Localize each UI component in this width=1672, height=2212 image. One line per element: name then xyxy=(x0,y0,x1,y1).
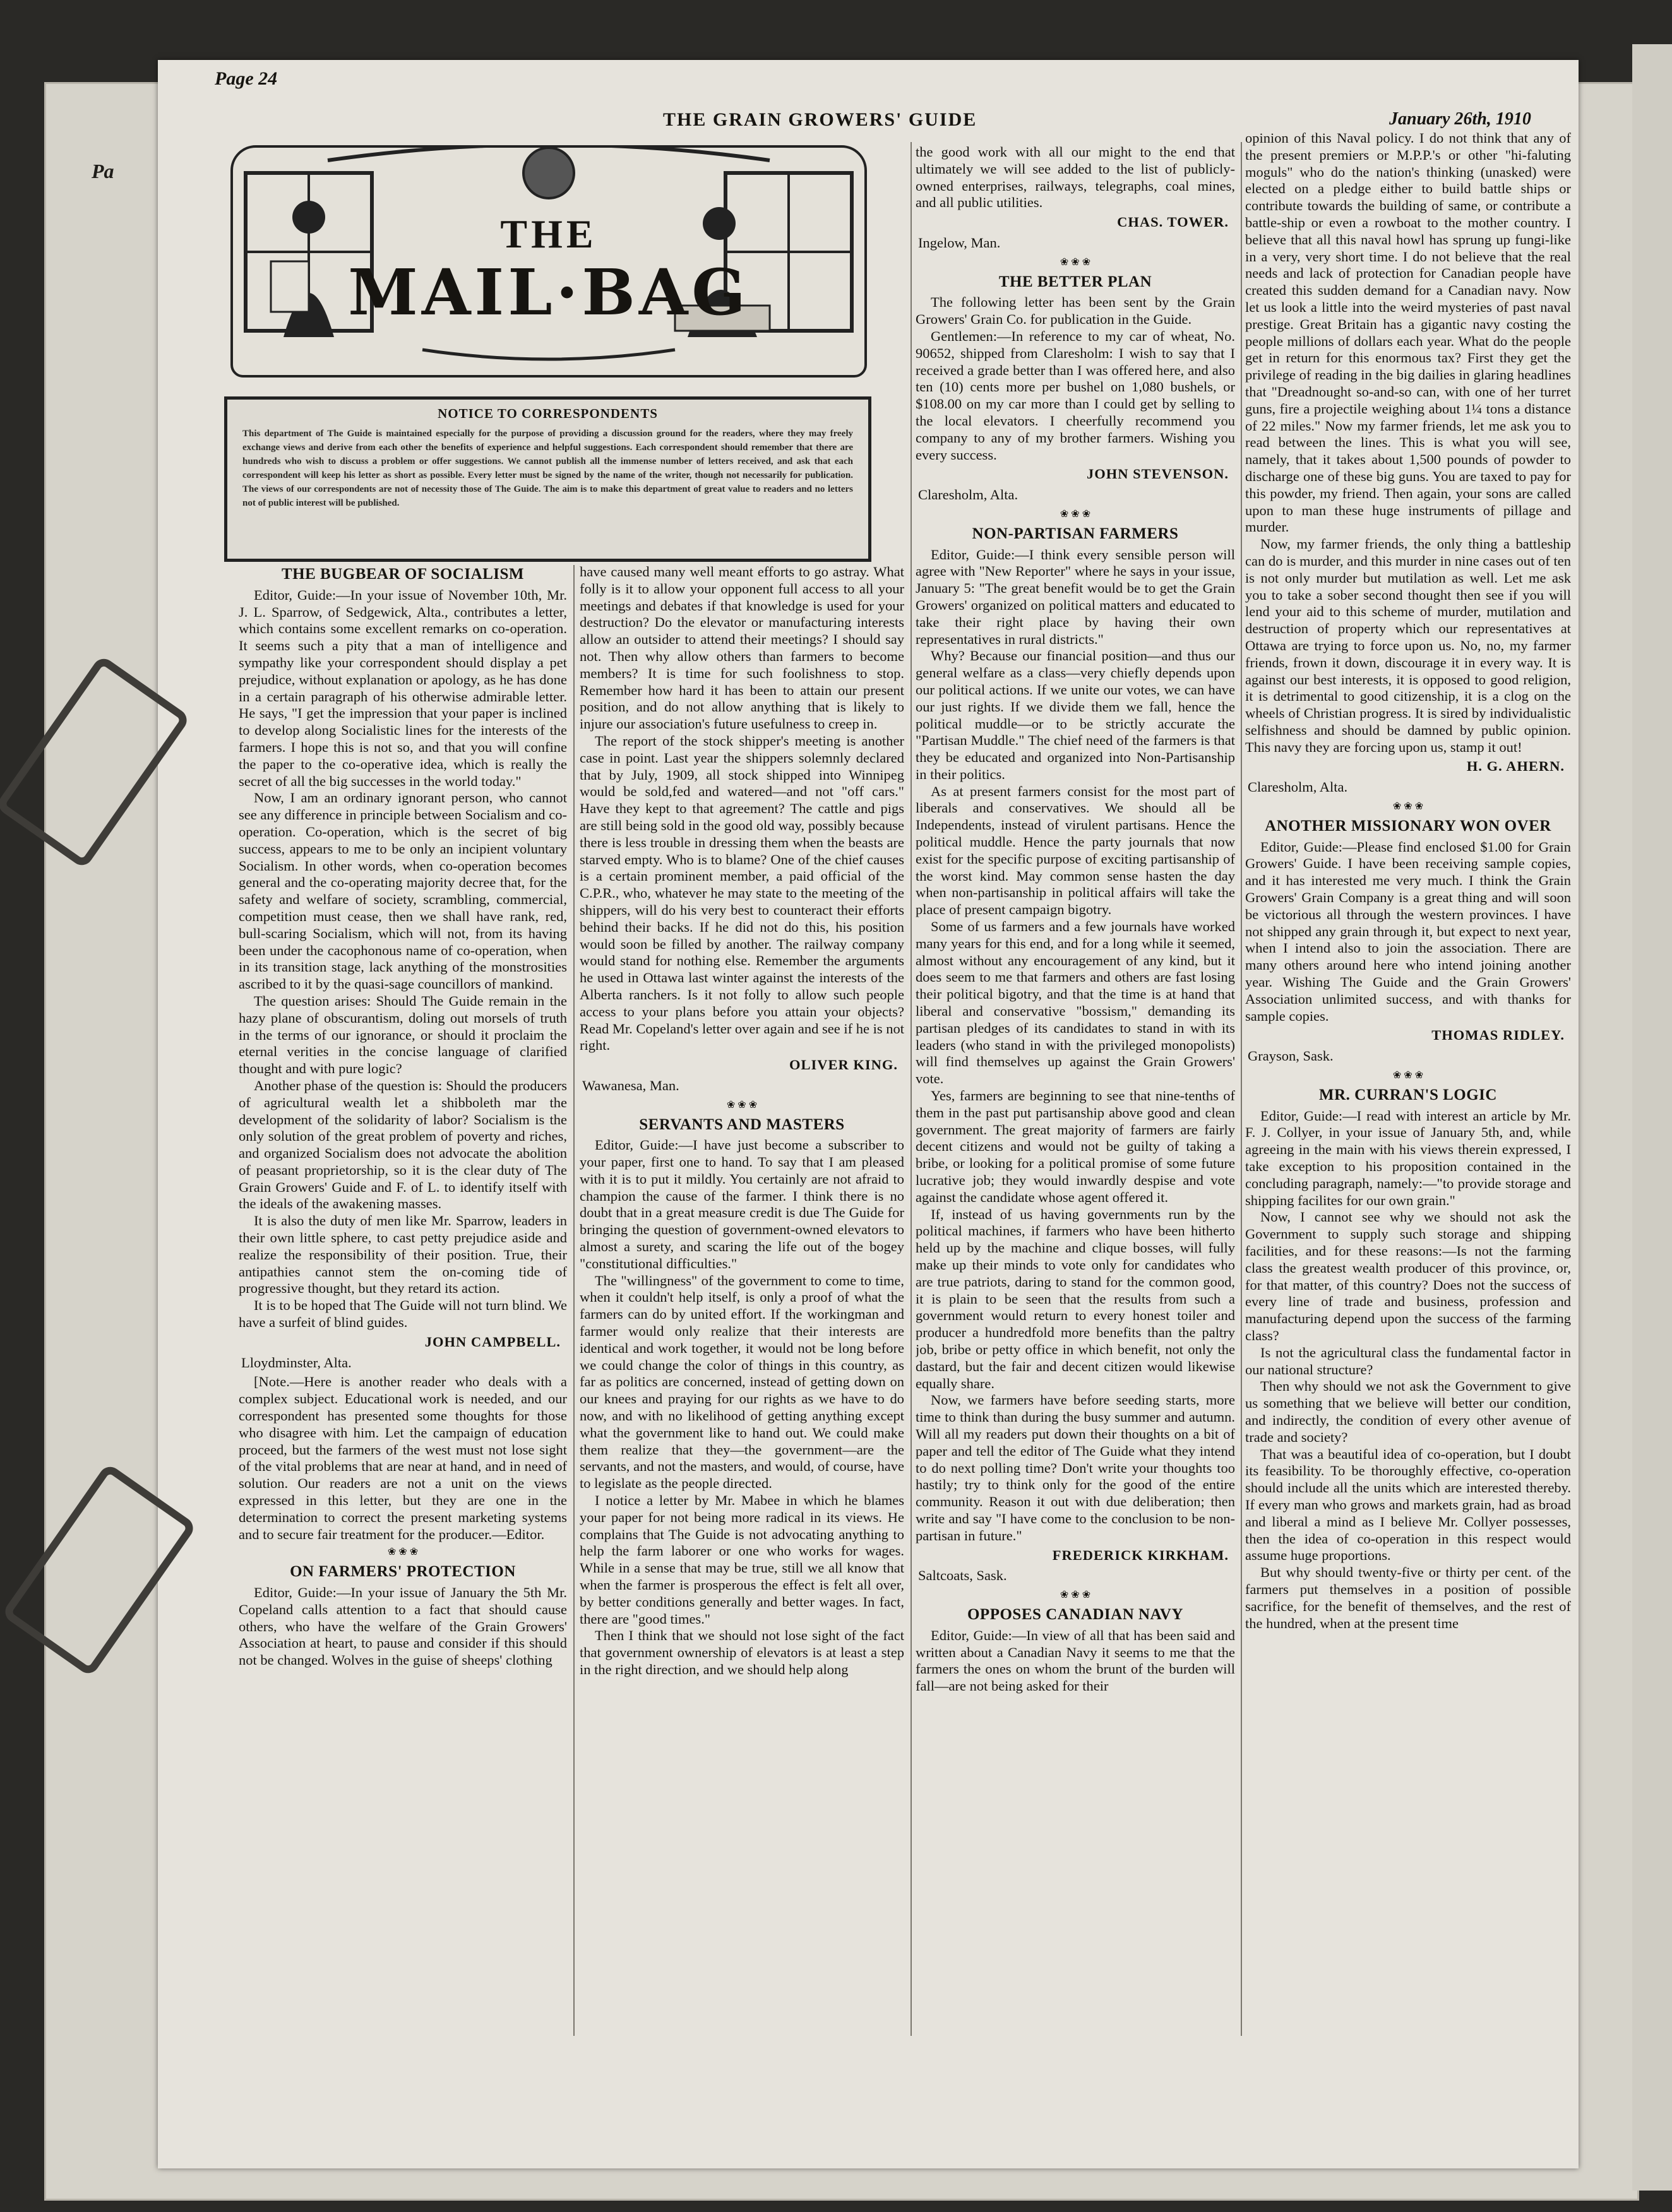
article-heading: ANOTHER MISSIONARY WON OVER xyxy=(1265,817,1551,835)
notice-body: This department of The Guide is maintained especially for the purpose of providing a discussion ground for the readers, where they may freely exchange views and derive from each other the benefits of experience and helpful suggestions. Each correspondent should remember that there are hundreds who wish to discuss a problem or offer suggestions. We cannot publish all the immense number of letters received, and ask that each correspondent will keep his letter as short as possible. Every letter must be signed by the name of the writer, though not necessarily for publication. The views of our correspondents are not of necessity those of The Guide. The aim is to make this department of great value to readers and no letters not of public interest will be published. xyxy=(242,429,853,508)
column-rule xyxy=(1241,142,1242,2036)
article-heading: NON-PARTISAN FARMERS xyxy=(972,525,1179,542)
paragraph: have caused many well meant efforts to go astray. What folly is it to allow your opponent full access to all your meetings and debates if that knowledge is used for your destruction? Do the elevator or manufacturing interests allow an outsider to attend their meetings? I should say not. Then why allow others than farmers to become members? It is time for such foolishness to stop. Remember how hard it has been to attain our present position, and do not allow anything that is likely to injure our association's future usefulness to creep in. xyxy=(580,564,904,732)
column-rule xyxy=(911,142,912,2036)
paragraph: It is to be hoped that The Guide will not turn blind. We have a surfeit of blind guides. xyxy=(239,1297,567,1331)
dateline: Wawanesa, Man. xyxy=(582,1077,679,1093)
paragraph: The "willingness" of the government to come to time, when it couldn't help itself, is only a proof of what the farmers can do by united effort. If the workingman and farmer would only realize that their interests are identical and work together, it would not be long before we could change the color of things in this country, as far as politics are concerned, instead of getting down on our knees and praying for our rights as we have to do now, and with no likelihood of getting anything except what the government like to hand out. We could make them realize that they—the government—are the servants, and not the masters, and would, of course, have to legislate as the people directed. xyxy=(580,1272,904,1492)
article-heading: THE BETTER PLAN xyxy=(998,273,1152,290)
article-heading: ON FARMERS' PROTECTION xyxy=(290,1563,516,1581)
ornament-divider: ❀ ❀ ❀ xyxy=(1060,1590,1091,1601)
paragraph: Then I think that we should not lose sight of the fact that government ownership of elevators is at least a step in the right direction, and we should help along xyxy=(580,1627,904,1677)
newspaper-title: THE GRAIN GROWERS' GUIDE xyxy=(663,109,977,130)
paragraph: The question arises: Should The Guide remain in the hazy plane of obscurantism, doling out morsels of truth in the terms of our ignorance, or should it proclaim the eternal verities in the concise language of clarified thought and with pure logic? xyxy=(239,992,567,1077)
ornament-divider: ❀ ❀ ❀ xyxy=(387,1547,419,1558)
paragraph: Editor, Guide:—In your issue of January the 5th Mr. Copeland calls attention to a fact that should cause others, who have the welfare of the Grain Growers' Association at heart, to pause and consider if this should not be changed. Wolves in the guise of sheeps' clothing xyxy=(239,1585,567,1668)
paragraph: the good work with all our might to the end that ultimately we will see added to the list of publicly-owned enterprises, railways, telegraphs, coal mines, and all public utilities. xyxy=(916,144,1235,211)
dateline: Ingelow, Man. xyxy=(918,234,1001,251)
masthead-the: THE xyxy=(500,211,597,256)
paragraph: As at present farmers consist for the most part of liberals and conservatives. We should all be Independents, instead of virulent partisans. Hence the political muddle. Hence the party journals that now exist for the specific purpose of exciting partisanship of the worst kind. May common sense hasten the day when non-partisanship in political affairs will take the place of present campaign bigotry. xyxy=(916,783,1235,918)
adjacent-page-edge xyxy=(1632,44,1672,2191)
paragraph: Gentlemen:—In reference to my car of wheat, No. 90652, shipped from Claresholm: I wish to say that I received a grade better than I was offered here, and also ten (10) cents more per bushel on 1,080 bushels, or $108.00 on my car more than I could get by selling to the local elevators. I cheerfully recommend you company to any of my brother farmers. Wishing you every success. xyxy=(916,328,1235,463)
column-1 xyxy=(239,564,567,1669)
paragraph: If, instead of us having governments run by the political machines, if farmers who have been hitherto held up by the machine and clique bosses, will fully make up their minds to vote only for candidates who are true patriots, daring to stand for the common good, it is plain to be seen that the results from such a government would return to every honest toiler and producer a hundredfold more benefits than the paltry job, bribe or petty office in which benefit, not only the dastard, but the fair and decent citizen would likewise equally share. xyxy=(916,1206,1235,1391)
paragraph: But why should twenty-five or thirty per cent. of the farmers put themselves in a position of possible sacrifice, for the benefit of themselves, and the rest of the hundred, when at the present time xyxy=(1245,1564,1571,1631)
signature: FREDERICK KIRKHAM. xyxy=(1052,1547,1229,1563)
paragraph: Now, I am an ordinary ignorant person, who cannot see any difference in principle between Socialism and co-operation. Co-operation, which is the secret of big success, appears to me to be only an incipient voluntary Socialism. In other words, when co-operation becomes general and the co-operating majority decree that, for the safety and welfare of society, scrambling, commercial, competition must cease, then we shall have rank, red, bull-scaring Socialism, which will not, from its having been under the cacophonous name of co-operation, when in its transition stage, lack anything of the monstrosities ascribed to it by the quasi-sage councillors of mankind. xyxy=(239,790,567,992)
column-rule xyxy=(573,565,575,2036)
page-number: Page 24 xyxy=(215,68,278,89)
ornament-divider: ❀ ❀ ❀ xyxy=(1392,1070,1424,1081)
masthead-mailbag: MAIL·BAG xyxy=(348,255,749,330)
signature: OLIVER KING. xyxy=(789,1057,898,1073)
article-heading: MR. CURRAN'S LOGIC xyxy=(1319,1086,1497,1103)
ornament-divider: ❀ ❀ ❀ xyxy=(1060,256,1091,268)
paragraph: The following letter has been sent by the Grain Growers' Grain Co. for publication in the Guide. xyxy=(916,294,1235,328)
paragraph: Editor, Guide:—I have just become a subscriber to your paper, first one to hand. To say that I am pleased with it is to put it mildly. You certainly are not afraid to champion the cause of the farmer. I think there is no doubt that in a great measure credit is due The Guide for bringing the question of government-owned elevators to almost a surety, and scaring the life out of the bogey "constitutional difficulties." xyxy=(580,1137,904,1271)
paragraph: Now, we farmers have before seeding starts, more time to think than during the busy summer and autumn. Will all my readers put down their thoughts on a bit of paper and tell the editor of The Guide what they intend to do next polling time? Don't write your thoughts too hastily; try to think only for the good of the entire community. Reason it out with due deliberation; then write and say "I have come to the conclusion to be non-partisan in future." xyxy=(916,1392,1235,1543)
signature: H. G. AHERN. xyxy=(1466,758,1565,775)
column-3 xyxy=(916,144,1235,1695)
previous-page-number: Pa xyxy=(92,160,114,182)
paragraph: Yes, farmers are beginning to see that nine-tenths of them in the past put partisanship above good and clean government. The great majority of farmers are fairly decent citizens and would not be guilty of taking a bribe, or looking for a political promise of some future lucrative job; they would inwardly despise and vote against the candidate whose agent offered it. xyxy=(916,1088,1235,1205)
article-heading: OPPOSES CANADIAN NAVY xyxy=(967,1605,1184,1623)
ornament-divider: ❀ ❀ ❀ xyxy=(1392,801,1424,812)
article-heading: THE BUGBEAR OF SOCIALISM xyxy=(281,566,525,583)
ornament-divider: ❀ ❀ ❀ xyxy=(1060,508,1091,520)
dateline: Lloydminster, Alta. xyxy=(241,1354,352,1371)
issue-date: January 26th, 1910 xyxy=(1389,109,1531,129)
paragraph: It is also the duty of men like Mr. Sparrow, leaders in their own little sphere, to cast petty prejudice aside and realize the responsibility of their position. True, their antipathies cannot stem the on-coming tide of progressive thought, but they retard its action. xyxy=(239,1213,567,1297)
ornament-divider: ❀ ❀ ❀ xyxy=(726,1099,758,1110)
paragraph: I notice a letter by Mr. Mabee in which he blames your paper for not being more radical in its views. He complains that The Guide is not advocating anything to help the farm laborer or one who works for wages. While in a sense that may be true, still we all know that when the farmer is prosperous the effect is felt all over, by better conditions generally and better wages. In fact, there are "good times." xyxy=(580,1492,904,1627)
notice-title: NOTICE TO CORRESPONDENTS xyxy=(438,406,658,421)
paragraph: Editor, Guide:—Please find enclosed $1.00 for Grain Growers' Guide. I have been receiving sample copies, and it has interested me very much. I think the Grain Growers' Grain Company is a great thing and will soon be victorious all through the western provinces. I have not shipped any grain through it, but expect to next year, when I intend also to join the association. There are many others around here who intend joining another year. Wishing The Guide and the Grain Growers' Association unlimited success, and with thanks for sample copies. xyxy=(1245,838,1571,1024)
paragraph: Now, my farmer friends, the only thing a battleship can do is murder, and this murder in nine cases out of ten is not only murder but mutilation as well. Let me ask you to take a sober second thought then see if you will lend your aid to this scheme of murder, mutilation and destruction of property which our representatives at Ottawa are trying to force upon us. No, no, my farmer friends, frown it down, discourage it in every way. It is against our best interests, it is opposed to good religion, it is detrimental to good citizenship, it is a clog on the wheels of Christian progress. It is sired by individualistic selfishness and should be damned by public opinion. This navy they are forcing upon us, stamp it out! xyxy=(1245,536,1571,755)
paragraph: Editor, Guide:—I think every sensible person will agree with "New Reporter" where he says in your issue, January 5: "The great benefit would be to get the Grain Growers' organized on political matters and educated to take their right place by having their own representatives in rural districts." xyxy=(916,546,1235,647)
paragraph: Is not the agricultural class the fundamental factor in our national structure? xyxy=(1245,1344,1571,1377)
paragraph: Then why should we not ask the Government to give us something that we believe will better our condition, and indirectly, the condition of every other avenue of trade and society? xyxy=(1245,1378,1571,1445)
paragraph: That was a beautiful idea of co-operation, but I doubt its feasibility. To be thoroughly effective, co-operation should include all the units which are interested thereby. If every man who grows and markets grain, had as broad and liberal a mind as I believe Mr. Collyer possesses, then the idea of co-operation in this respect would assume huge proportions. xyxy=(1245,1446,1571,1564)
notice-box xyxy=(224,396,871,562)
signature: JOHN CAMPBELL. xyxy=(424,1333,561,1350)
paragraph: Another phase of the question is: Should the producers of agricultural wealth let a shibboleth mar the development of the solidarity of labor? Socialism is the only solution of the great problem of poverty and riches, and organized Socialism does not advocate the abolition of peasant proprietorship, so it is the clear duty of The Grain Growers' Guide and F. of L. to identify itself with the ideals of the awakening masses. xyxy=(239,1077,567,1212)
editor-note: [Note.—Here is another reader who deals with a complex subject. Educational work is needed, and our correspondent has presented some thoughts for those who disagree with him. Let the campaign of education proceed, but the farmers of the west must not lose sight of the vital problems that are near at hand, and in need of solution. Our readers are not a unit on the views expressed in this letter, but they are one in the determination to correct the present marketing systems and to secure fair treatment for the producer.—Editor. xyxy=(239,1374,567,1542)
paragraph: opinion of this Naval policy. I do not think that any of the present premiers or M.P.P.'s or other "hi-faluting moguls" who do the nation's thinking (unasked) were elected on a pledge either to build battle ships or contribute towards the building of same, or contribute a battle-ship or even a rowboat to the mother country. I believe that all this naval howl has sprung up fungi-like in a very, very short time. I do not believe that the real needs and lack of protection for Canadian people have created this sudden demand for a Canadian navy. Now let us look a little into the weird mysteries of past naval prestige. Great Britain has a gigantic navy costing the people millions of dollars each year. What do the people get in return for this enormous tax? First they get the privilege of reading in the big dailies in glaring headlines that "Dreadnought so-and-so can, with one of her turret guns, fire a projectile weighing about 1¼ tons a distance of 22 miles." Now my farmer friends, let me ask you to read between the lines. This is what you will see, namely, that it takes about 1,500 pounds of powder to discharge one of these big guns. You are taxed to pay for this powder, my friend. Then again, your sons are called upon to man these huge instruments of pillage and murder. xyxy=(1245,130,1571,535)
article-heading: SERVANTS AND MASTERS xyxy=(639,1115,845,1133)
signature: THOMAS RIDLEY. xyxy=(1431,1027,1565,1044)
paragraph: Editor, Guide:—In view of all that has been said and written about a Canadian Navy it seems to me that the farmers the ones on whom the brunt of the burden will fall—are not being asked for their xyxy=(916,1627,1235,1694)
signature: CHAS. TOWER. xyxy=(1117,214,1229,230)
dateline: Saltcoats, Sask. xyxy=(918,1567,1007,1584)
paragraph: Some of us farmers and a few journals have worked many years for this end, and for a long while it seemed, almost without any encouragement of any kind, but it does seem to me that farmers and others are fast losing their political bigotry, and that the time is at hand that liberal and conservative "bossism," demanding its partisan pledges of its candidates to stand in with its leaders (who stand in with the privileged monopolists) will find themselves up against the Grain Growers' vote. xyxy=(916,919,1235,1087)
signature: JOHN STEVENSON. xyxy=(1086,466,1229,482)
paragraph: Now, I cannot see why we should not ask the Government to supply such storage and shipping facilities, and for these reasons:—Is not the farming class the greatest wealth producer of this province, or, for that matter, of this country? Does not the success of every line of trade and business, profession and manufacturing depend upon the success of the farming class? xyxy=(1245,1209,1571,1343)
column-2 xyxy=(580,564,904,1679)
paragraph: Editor, Guide:—I read with interest an article by Mr. F. J. Collyer, in your issue of January 5th, and, while agreeing in the main with his views therein expressed, I take exception to his proposition contained in the concluding paragraph, namely:—"to provide storage and shipping facilites for our own grain." xyxy=(1245,1107,1571,1208)
dateline: Claresholm, Alta. xyxy=(918,487,1018,503)
dateline: Claresholm, Alta. xyxy=(1248,779,1348,795)
column-4 xyxy=(1245,130,1571,1632)
dateline: Grayson, Sask. xyxy=(1248,1048,1334,1064)
paragraph: The report of the stock shipper's meeting is another case in point. Last year the shippers solemnly declared that by July, 1909, all stock shipped into Winnipeg would be sold,fed and watered—and not "off cars." Have they kept to that agreement? The cattle and pigs are still being sold in the good old way, possibly because there is less trouble in dressing them when the beasts are starved empty. Who is to blame? One of the chief causes is a certain prominent member, a paid official of the C.P.R., who, whatever he may state to the meeting of the shippers, will do his very best to counteract their efforts behind their backs. If he did not do this, his position would soon be filled by another. The railway company would stand for nothing else. Remember the arguments he used in Ottawa last winter against the interests of the Alberta ranchers. Is it not folly to allow such people access to your plans before you attain your objects? Read Mr. Copeland's letter over again and see if he is not right. xyxy=(580,732,904,1054)
paragraph: Why? Because our financial position—and thus our general welfare as a class—very chiefly depends upon our political actions. If we unite our votes, we can have our just rights. If we divide them we fall, hence the political muddle—or to be strictly accurate the "Partisan Muddle." The chief need of the farmers is that they be educated and organized into Non-Partisanship in their politics. xyxy=(916,648,1235,782)
mailbag-masthead xyxy=(230,145,867,378)
paragraph: Editor, Guide:—In your issue of November 10th, Mr. J. L. Sparrow, of Sedgewick, Alta., contributes a letter, which contains some excellent remarks on co-operation. It seems such a pity that a man of intelligence and sympathy like your correspondent should display a pet prejudice, without explanation or apology, as he has done in a certain paragraph of his otherwise admirable letter. He says, "I get the impression that your paper is inclined to develop along Socialistic lines for the interests of the farmers. I hope this is not so, and that you will confine the paper to the co-operative idea, which is really the secret of all the big successes in the world today." xyxy=(239,586,567,789)
